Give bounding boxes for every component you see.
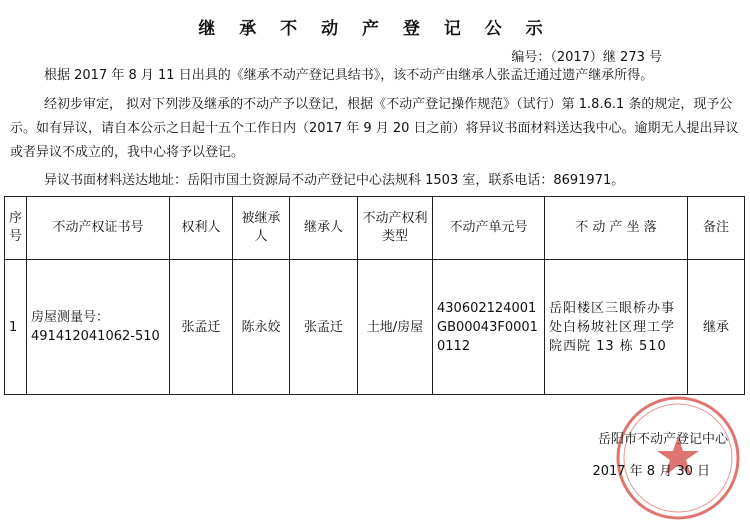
header-owner: 权利人: [170, 197, 233, 260]
paragraph-basis: 根据 2017 年 8 月 11 日出具的《继承不动产登记具结书》，该不动产由继承人张孟迁通过遗产继承所得。: [44, 68, 654, 83]
cell-remark: 继承: [688, 260, 745, 395]
cell-cert: 房屋测量号：491412041062-510: [27, 260, 170, 395]
table-header-row: [5, 197, 745, 260]
notice-title: 继 承 不 动 产 登 记 公 示: [198, 19, 552, 39]
cell-location: 岳阳楼区三眼桥办事处白杨坡社区理工学院西院 13 栋 510: [545, 260, 688, 395]
header-remark: 备注: [688, 197, 745, 260]
header-heir: 继承人: [290, 197, 358, 260]
document-number: 编号：（2017）继 273 号: [511, 50, 662, 65]
paragraph-review: 经初步审定， 拟对下列涉及继承的不动产予以登记，根据《不动产登记操作规范》（试行）第 1.8.6.1 条的规定，现予公示。如有异议，请自本公示之日起十五个工作日内（2017 年 9 月 20 日之前）将异议书面材料送达我中心。逾期无人提出异议或者异议不成立的，我中心将予以登记。: [10, 97, 739, 160]
official-seal-icon: [612, 392, 744, 524]
issue-date: 2017 年 8 月 30 日: [592, 464, 710, 479]
table-row: [5, 260, 745, 395]
header-location: 不 动 产 坐 落: [545, 197, 688, 260]
paragraph-objection-address: 异议书面材料送达地址：岳阳市国土资源局不动产登记中心法规科 1503 室，联系电话：8691971。: [44, 173, 625, 188]
cell-right-type: 土地/房屋: [358, 260, 433, 395]
cell-seq: 1: [5, 260, 27, 395]
header-cert: 不动产权证书号: [27, 197, 170, 260]
cell-owner: 张孟迁: [170, 260, 233, 395]
header-seq: 序号: [5, 197, 27, 260]
header-unit-no: 不动产单元号: [433, 197, 545, 260]
registration-table: [4, 196, 745, 395]
cell-heir: 张孟迁: [290, 260, 358, 395]
cell-unit-no: 430602124001GB00043F00010112: [433, 260, 545, 395]
issuer-name: 岳阳市不动产登记中心: [597, 432, 728, 447]
header-deceased: 被继承人: [233, 197, 290, 260]
header-right-type: 不动产权利类型: [358, 197, 433, 260]
cell-deceased: 陈永姣: [233, 260, 290, 395]
